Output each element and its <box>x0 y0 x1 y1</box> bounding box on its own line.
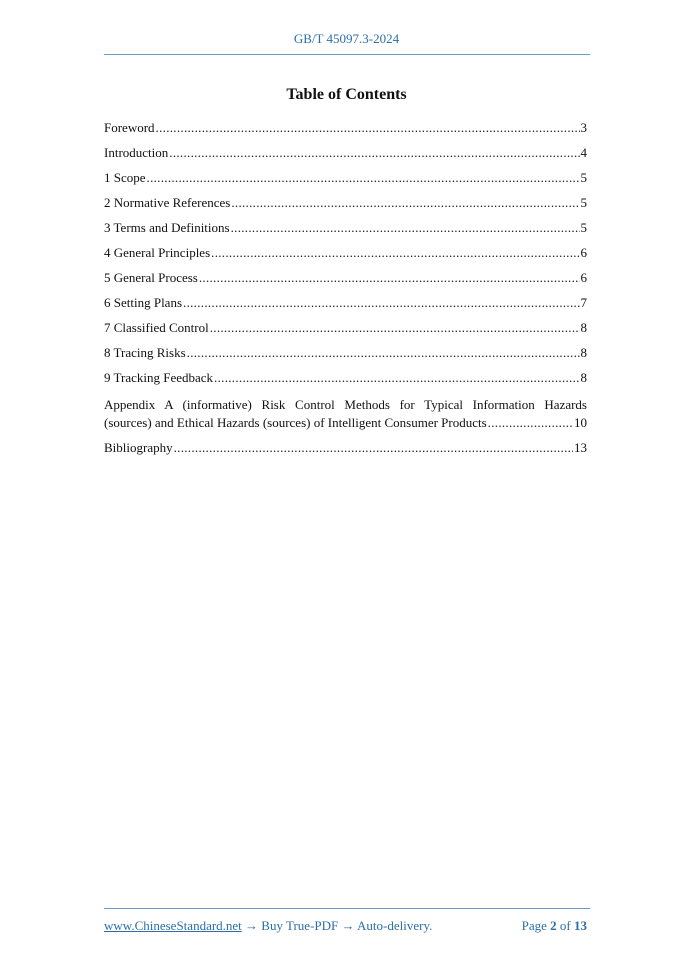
toc-entry-label: Introduction <box>104 145 169 160</box>
toc-entry-label: Foreword <box>104 120 155 135</box>
toc-entry-label: 8 Tracing Risks <box>104 345 186 360</box>
toc-entry-setting-plans[interactable] <box>104 295 587 320</box>
page-indicator <box>522 918 587 934</box>
toc-leader-dots <box>169 145 579 161</box>
toc-leader-dots <box>214 370 579 386</box>
toc-entry-page: 5 <box>580 195 587 210</box>
footer-divider <box>104 908 590 909</box>
toc-entry-label-line1: Appendix A (informative) Risk Control Methods for Typical Information Hazards <box>104 397 587 412</box>
header-standard-code: GB/T 45097.3-2024 <box>293 31 400 46</box>
footer-promo-text: → Buy True-PDF → Auto-delivery. <box>241 918 433 933</box>
toc-entry-foreword[interactable] <box>104 120 587 145</box>
page-word: Page <box>521 918 547 933</box>
toc-entry-label-line2: (sources) and Ethical Hazards (sources) of Intelligent Consumer Products <box>104 415 487 430</box>
toc-entry-label: 3 Terms and Definitions <box>104 220 230 235</box>
toc-entry-label: 4 General Principles <box>104 245 211 260</box>
site-link[interactable]: www.ChineseStandard.net <box>104 918 242 933</box>
page-current: 2 <box>550 918 557 933</box>
toc-entry-tracking-feedback[interactable] <box>104 370 587 395</box>
toc-entry-label: 6 Setting Plans <box>104 295 183 310</box>
toc-leader-dots <box>187 345 580 361</box>
toc-entry-page: 6 <box>580 270 587 285</box>
toc-entry-page: 13 <box>574 440 587 455</box>
toc-leader-dots <box>199 270 580 286</box>
toc-entry-appendix-a[interactable] <box>104 396 587 432</box>
toc-leader-dots <box>183 295 579 311</box>
toc-leader-dots <box>488 414 573 432</box>
toc-entry-label: 9 Tracking Feedback <box>104 370 214 385</box>
page-total: 13 <box>574 918 587 933</box>
toc-entry-general-principles[interactable] <box>104 245 587 270</box>
toc-entry-page: 5 <box>580 220 587 235</box>
page-footer <box>104 918 587 934</box>
of-word: of <box>559 918 571 933</box>
toc-leader-dots <box>210 320 580 336</box>
toc-entry-terms-and-definitions[interactable] <box>104 220 587 245</box>
toc-leader-dots <box>231 220 580 236</box>
toc-entry-page: 8 <box>580 370 587 385</box>
toc-entry-tracing-risks[interactable] <box>104 345 587 370</box>
toc-entry-normative-references[interactable] <box>104 195 587 220</box>
table-of-contents <box>104 120 587 465</box>
toc-entry-page: 4 <box>580 145 587 160</box>
toc-leader-dots <box>156 120 580 136</box>
toc-entry-label: Bibliography <box>104 440 173 455</box>
toc-entry-label: 5 General Process <box>104 270 198 285</box>
toc-title: Table of Contents <box>286 86 407 103</box>
toc-entry-label: 1 Scope <box>104 170 146 185</box>
toc-leader-dots <box>231 195 579 211</box>
toc-entry-page: 3 <box>580 120 587 135</box>
toc-entry-label: 2 Normative References <box>104 195 231 210</box>
toc-entry-page: 8 <box>580 345 587 360</box>
footer-promo <box>104 918 432 934</box>
toc-entry-page: 7 <box>580 295 587 310</box>
toc-entry-page: 5 <box>580 170 587 185</box>
header-divider <box>104 54 590 55</box>
toc-entry-page: 6 <box>580 245 587 260</box>
toc-leader-dots <box>147 170 580 186</box>
toc-entry-scope[interactable] <box>104 170 587 195</box>
toc-entry-label: 7 Classified Control <box>104 320 209 335</box>
toc-leader-dots <box>211 245 579 261</box>
toc-entry-bibliography[interactable] <box>104 440 587 465</box>
toc-entry-general-process[interactable] <box>104 270 587 295</box>
toc-leader-dots <box>174 440 573 456</box>
toc-entry-page: 10 <box>574 415 587 430</box>
toc-entry-introduction[interactable] <box>104 145 587 170</box>
toc-entry-page: 8 <box>580 320 587 335</box>
toc-entry-classified-control[interactable] <box>104 320 587 345</box>
